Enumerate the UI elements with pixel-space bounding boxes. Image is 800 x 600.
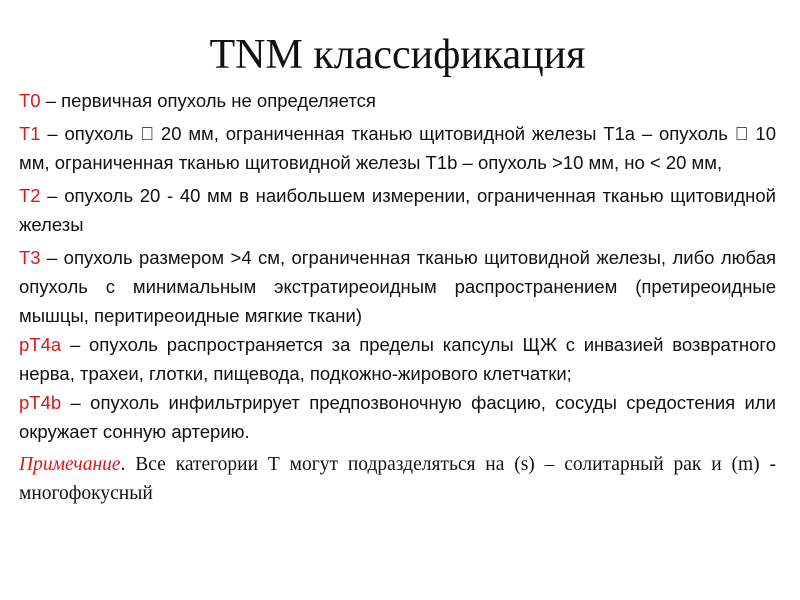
note-text: . Все категории Т могут подразделяться на (s) – солитарный рак и (m) - многофокусный xyxy=(19,454,776,504)
item-t3 xyxy=(19,243,776,330)
item-code: T3 xyxy=(19,247,41,268)
item-code: pT4a xyxy=(19,334,62,355)
item-t1 xyxy=(19,119,776,177)
item-code: T0 xyxy=(19,90,41,111)
item-t0 xyxy=(19,86,776,115)
slide-title: TNM классификация xyxy=(209,32,586,78)
item-text: – первичная опухоль не определяется xyxy=(40,90,376,111)
item-text: – опухоль 20 мм, ограниченная тканью щитовидной железы T1a – опухоль 10 мм, ограниченная тканью щитовидной железы T1b – опухоль >10 мм, но < 20 мм, xyxy=(19,123,776,173)
item-text: – опухоль распространяется за пределы капсулы ЩЖ с инвазией возвратного нерва, трахеи, глотки, пищевода, подкожно-жирового клетчатки; xyxy=(19,334,776,384)
note-label: Примечание xyxy=(19,454,121,475)
item-text: – опухоль размером >4 см, ограниченная тканью щитовидной железы, либо любая опухоль с минимальным экстратиреоидным распространением (претиреоидные мышцы, перитиреоидные мягкие ткани) xyxy=(19,247,776,326)
item-code: T2 xyxy=(19,185,41,206)
item-code: T1 xyxy=(19,123,41,144)
item-code: pT4b xyxy=(19,392,62,413)
item-pt4b xyxy=(19,388,776,446)
item-pt4a xyxy=(19,330,776,388)
note xyxy=(19,450,776,508)
item-t2 xyxy=(19,181,776,239)
item-text: – опухоль 20 - 40 мм в наибольшем измерении, ограниченная тканью щитовидной железы xyxy=(19,185,776,235)
item-text: – опухоль инфильтрирует предпозвоночную фасцию, сосуды средостения или окружает сонную артерию. xyxy=(19,392,776,442)
